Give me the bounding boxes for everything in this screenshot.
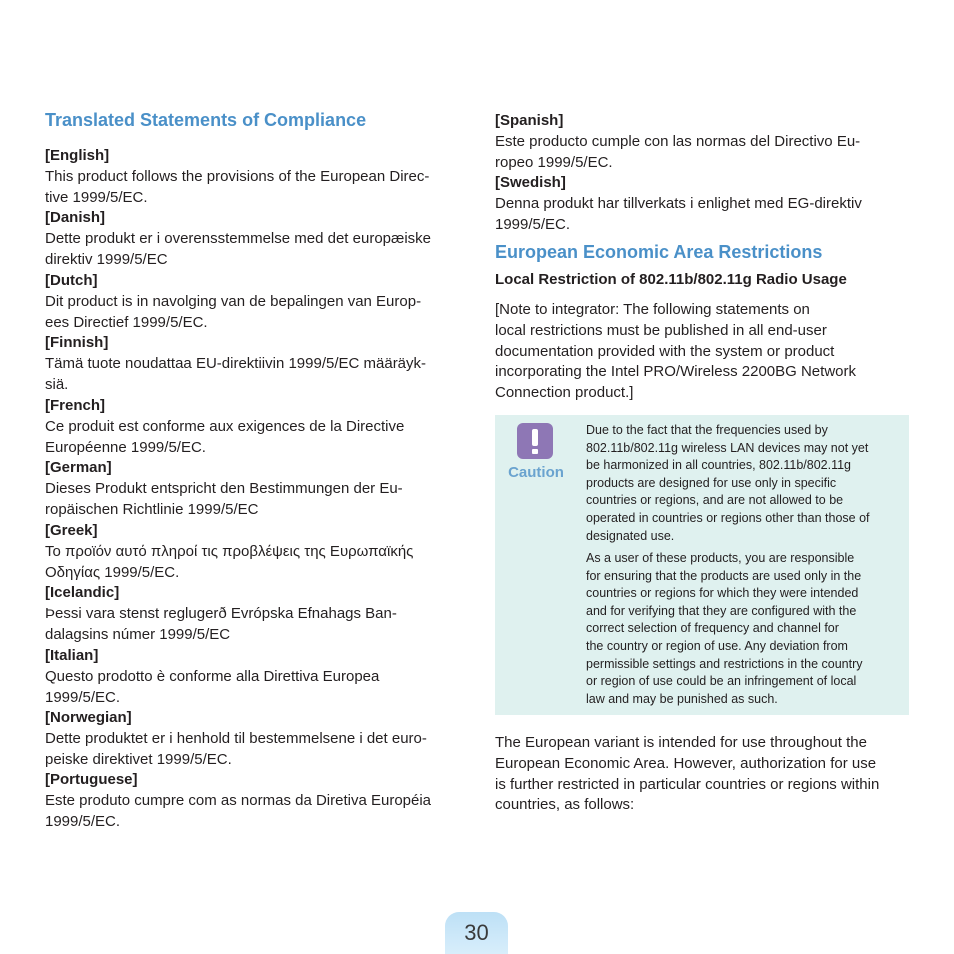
lang-dutch (45, 270, 465, 333)
lang-label: [Spanish] (495, 112, 564, 129)
exclamation-icon (517, 423, 553, 459)
lang-english (45, 145, 465, 208)
lang-greek (45, 520, 465, 583)
lang-label: [Portuguese] (45, 771, 138, 788)
lang-text: Ce produit est conforme aux exigences de la Directive Européenne 1999/5/EC. (45, 418, 405, 456)
lang-norwegian (45, 707, 465, 770)
lang-text: Dette produktet er i henhold til bestemmelsene i det euro- peiske direktivet 1999/5/EC. (45, 730, 427, 768)
lang-text: Dieses Produkt entspricht den Bestimmungen der Eu- ropäischen Richtlinie 1999/5/EC (45, 480, 403, 518)
lang-french (45, 395, 465, 458)
lang-label: [Italian] (45, 647, 99, 664)
lang-portuguese (45, 769, 465, 832)
eea-heading: European Economic Area Restrictions (495, 242, 823, 262)
lang-label: [Swedish] (495, 174, 566, 191)
lang-label: [Dutch] (45, 272, 98, 289)
lang-swedish (495, 172, 910, 235)
compliance-heading: Translated Statements of Compliance (45, 110, 367, 130)
lang-label: [English] (45, 147, 110, 164)
lang-label: [Norwegian] (45, 709, 132, 726)
caution-label: Caution (508, 464, 564, 481)
integrator-note: [Note to integrator: The following statements on local restrictions must be published in all end-user documentation provided with the system or product incorporating the Intel PRO/Wireless 2200BG Network Connection product.] (495, 301, 856, 402)
page-number-tab (445, 912, 508, 954)
eea-closing-paragraph: The European variant is intended for use throughout the European Economic Area. However, authorization for use is further restricted in particular countries or regions within countries, as follows: (495, 734, 880, 814)
lang-spanish (495, 110, 910, 173)
caution-paragraph-2: As a user of these products, you are responsible for ensuring that the products are used only in the countries or regions for which they were intended and for verifying that they are configured with the correct selection of frequency and channel for the country or region of use. Any deviation from permissible settings and restrictions in the country or region of use could be an infringement of local law and may be punished as such. (586, 551, 863, 706)
lang-text: Questo prodotto è conforme alla Direttiva Europea 1999/5/EC. (45, 668, 380, 706)
lang-text: This product follows the provisions of the European Direc- tive 1999/5/EC. (45, 168, 430, 206)
lang-danish (45, 207, 465, 270)
lang-text: Þessi vara stenst reglugerð Evrópska Efnahags Ban- dalagsins númer 1999/5/EC (45, 605, 397, 643)
caution-box (495, 415, 909, 715)
lang-icelandic (45, 582, 465, 645)
lang-label: [Finnish] (45, 334, 109, 351)
radio-usage-subheading: Local Restriction of 802.11b/802.11g Radio Usage (495, 271, 847, 288)
caution-paragraph-1: Due to the fact that the frequencies used by 802.11b/802.11g wireless LAN devices may not yet be harmonized in all countries, 802.11b/802.11g products are designed for use only in specific countries or regions, and are not allowed to be operated in countries or regions other than those of designated use. (586, 423, 870, 543)
lang-text: Tämä tuote noudattaa EU-direktiivin 1999/5/EC määräyk- siä. (45, 355, 427, 393)
lang-label: [German] (45, 459, 112, 476)
lang-text: Este produto cumpre com as normas da Diretiva Européia 1999/5/EC. (45, 792, 432, 830)
lang-finnish (45, 332, 465, 395)
lang-label: [Danish] (45, 209, 105, 226)
lang-text: Este producto cumple con las normas del Directivo Eu- ropeo 1999/5/EC. (495, 133, 861, 171)
lang-text: Dette produkt er i overensstemmelse med det europæiske direktiv 1999/5/EC (45, 230, 432, 268)
lang-label: [Greek] (45, 522, 98, 539)
lang-text: Dit product is in navolging van de bepalingen van Europ- ees Directief 1999/5/EC. (45, 293, 422, 331)
lang-italian (45, 645, 465, 708)
lang-text: Denna produkt har tillverkats i enlighet med EG-direktiv 1999/5/EC. (495, 195, 862, 233)
lang-german (45, 457, 465, 520)
lang-label: [French] (45, 397, 105, 414)
lang-label: [Icelandic] (45, 584, 120, 601)
lang-text: Το προϊόν αυτό πληροί τις προβλέψεις της Ευρωπαϊκής Οδηγίας 1999/5/EC. (45, 543, 414, 581)
page-number: 30 (464, 920, 489, 945)
